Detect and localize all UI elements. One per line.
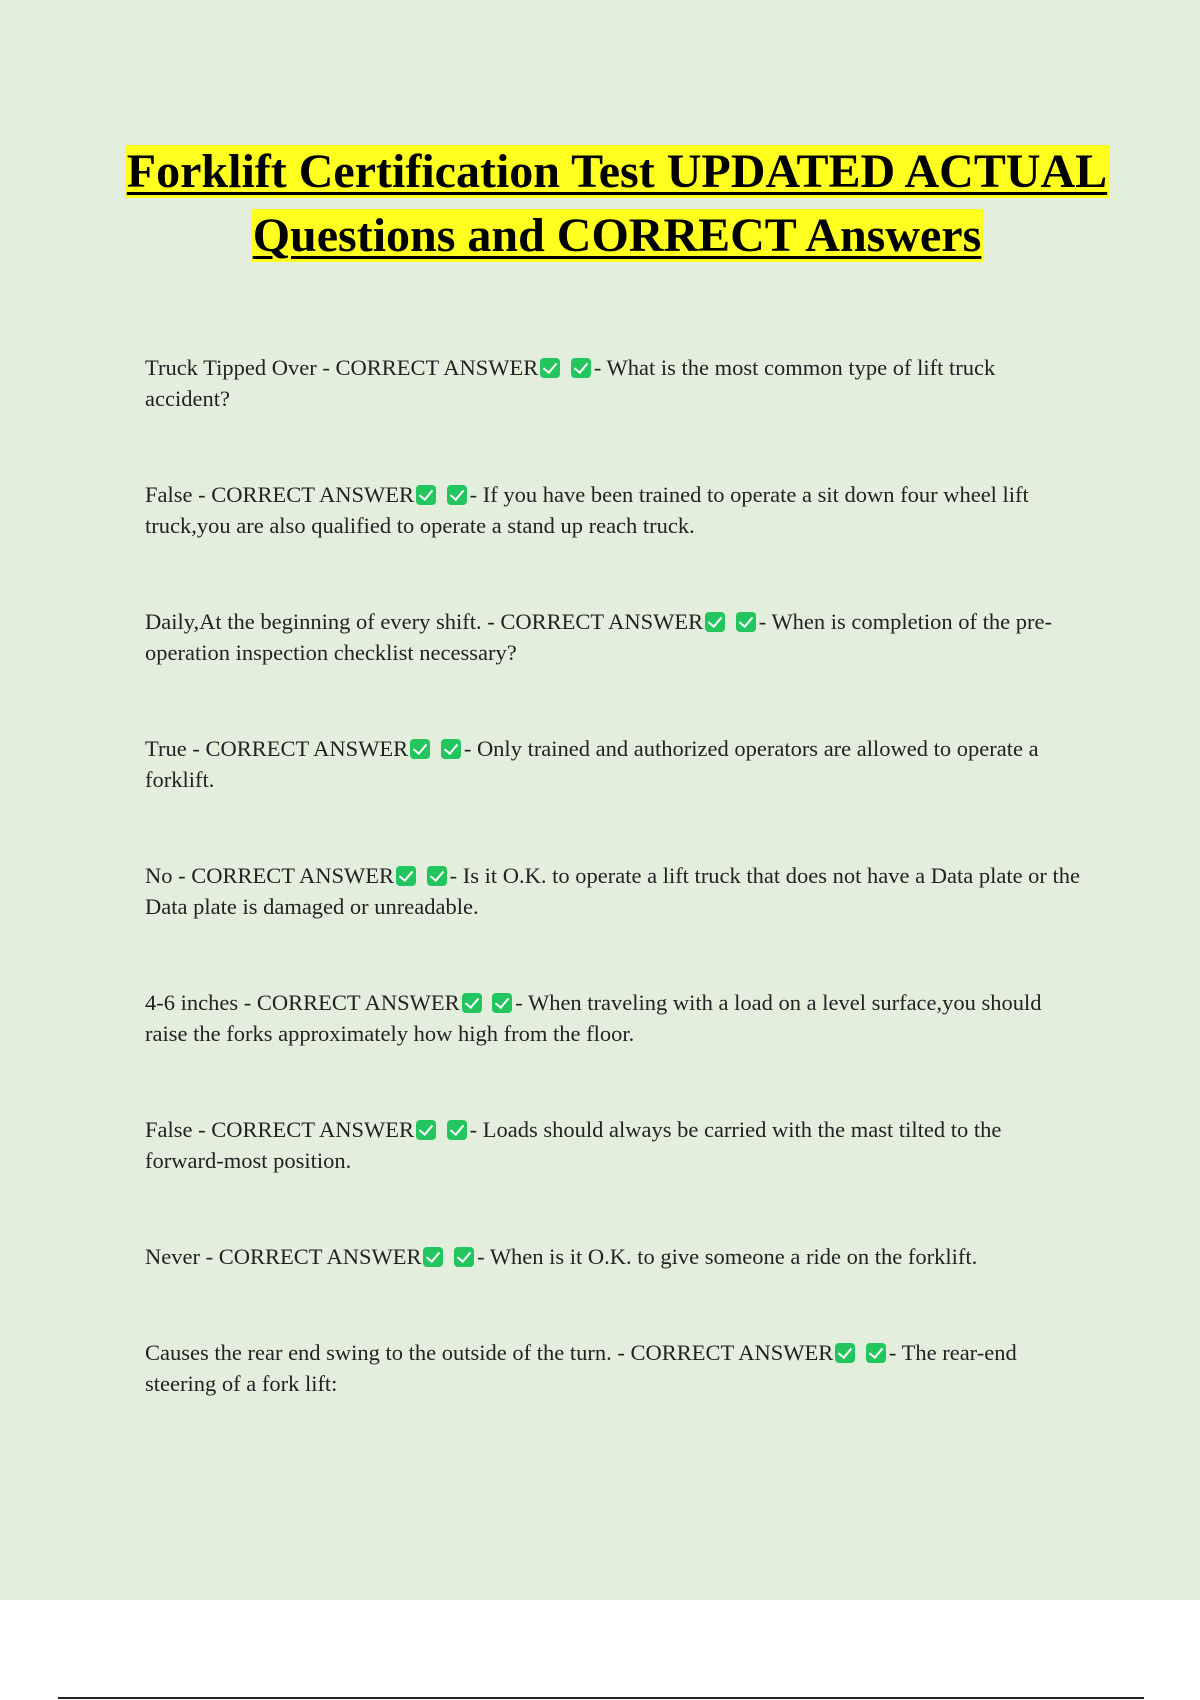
answer-text: 4-6 inches (145, 990, 239, 1015)
correct-answer-marker: CORRECT ANSWER (211, 482, 414, 507)
checkmark-icon (866, 1343, 886, 1363)
qa-item: 4-6 inches - CORRECT ANSWER - When traveling with a load on a level surface,you should raise the forks approximately how high from the floor. (145, 990, 1042, 1046)
qa-item: Truck Tipped Over - CORRECT ANSWER - What is the most common type of lift truck accident? (145, 355, 996, 411)
correct-answer-marker: CORRECT ANSWER (630, 1340, 834, 1365)
answer-text: No (145, 863, 173, 888)
correct-answer-marker: CORRECT ANSWER (256, 990, 460, 1015)
checkmark-icon (492, 993, 512, 1013)
question-text: Is it O.K. to operate a lift truck that does not have a Data plate or the Data plate is damaged or unreadable. (145, 863, 1081, 919)
checkmark-icon (423, 1247, 443, 1267)
document-title (120, 140, 1114, 268)
question-text: When traveling with a load on a level surface,you should raise the forks approximately how high from the floor. (145, 990, 1042, 1046)
checkmark-icon (447, 1120, 467, 1140)
qa-item: Never - CORRECT ANSWER - When is it O.K. to give someone a ride on the forklift. (145, 1244, 978, 1269)
question-text: When is completion of the pre-operation inspection checklist necessary? (145, 609, 1052, 665)
correct-answer-marker: CORRECT ANSWER (205, 736, 409, 761)
correct-answer-marker: CORRECT ANSWER (335, 355, 539, 380)
answer-text: False (145, 1117, 193, 1142)
checkmark-icon (454, 1247, 474, 1267)
correct-answer-marker: CORRECT ANSWER (218, 1244, 422, 1269)
checkmark-icon (416, 485, 436, 505)
answer-text: True (145, 736, 187, 761)
answer-text: Never (145, 1244, 200, 1269)
answer-text: Truck Tipped Over (145, 355, 317, 380)
qa-item: False - CORRECT ANSWER - If you have been trained to operate a sit down four wheel lift truck,you are also qualified to operate a stand up reach truck. (145, 482, 1029, 538)
question-text: What is the most common type of lift truck accident? (145, 355, 996, 411)
checkmark-icon (540, 358, 560, 378)
question-text: When is it O.K. to give someone a ride on the forklift. (489, 1244, 978, 1269)
checkmark-icon (416, 1120, 436, 1140)
checkmark-icon (705, 612, 725, 632)
checkmark-icon (462, 993, 482, 1013)
correct-answer-marker: CORRECT ANSWER (500, 609, 704, 634)
qa-item: Daily,At the beginning of every shift. - CORRECT ANSWER - When is completion of the pre-operation inspection checklist necessary? (145, 609, 1052, 665)
correct-answer-marker: CORRECT ANSWER (211, 1117, 414, 1142)
checkmark-icon (447, 485, 467, 505)
checkmark-icon (835, 1343, 855, 1363)
checkmark-icon (441, 739, 461, 759)
question-text: Loads should always be carried with the mast tilted to the forward-most position. (145, 1117, 1002, 1173)
qa-item: Causes the rear end swing to the outside of the turn. - CORRECT ANSWER - The rear-end steering of a fork lift: (145, 1340, 1017, 1396)
qa-item: No - CORRECT ANSWER - Is it O.K. to operate a lift truck that does not have a Data plate or the Data plate is damaged or unreadable. (145, 863, 1081, 919)
correct-answer-marker: CORRECT ANSWER (191, 863, 394, 888)
answer-text: Causes the rear end swing to the outside of the turn. (145, 1340, 612, 1365)
answer-text: Daily,At the beginning of every shift. (145, 609, 482, 634)
qa-list (145, 352, 1085, 1464)
checkmark-icon (410, 739, 430, 759)
question-text: The rear-end steering of a fork lift: (145, 1340, 1017, 1396)
checkmark-icon (571, 358, 591, 378)
title-text: Forklift Certification Test UPDATED ACTUAL Questions and CORRECT Answers (126, 145, 1108, 262)
answer-text: False (145, 482, 193, 507)
footer-divider (58, 1697, 1144, 1699)
checkmark-icon (396, 866, 416, 886)
checkmark-icon (427, 866, 447, 886)
qa-item: False - CORRECT ANSWER - Loads should always be carried with the mast tilted to the forward-most position. (145, 1117, 1002, 1173)
checkmark-icon (736, 612, 756, 632)
question-text: Only trained and authorized operators are allowed to operate a forklift. (145, 736, 1039, 792)
qa-item: True - CORRECT ANSWER - Only trained and authorized operators are allowed to operate a forklift. (145, 736, 1039, 792)
question-text: If you have been trained to operate a sit down four wheel lift truck,you are also qualified to operate a stand up reach truck. (145, 482, 1029, 538)
